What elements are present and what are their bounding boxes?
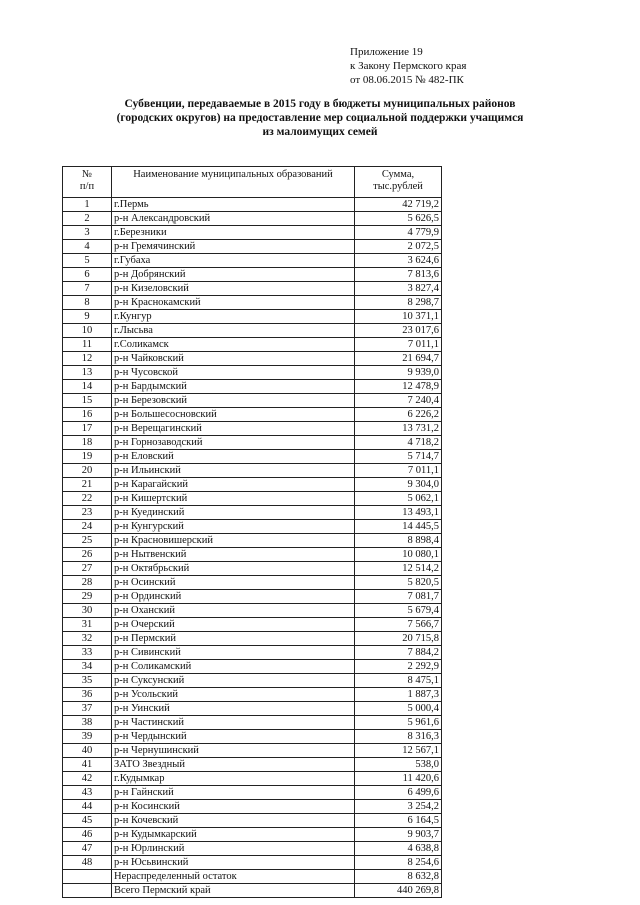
row-num: 23 [63, 506, 112, 520]
row-sum: 20 715,8 [355, 632, 442, 646]
row-num: 34 [63, 660, 112, 674]
row-sum: 3 624,6 [355, 254, 442, 268]
row-num: 22 [63, 492, 112, 506]
document-title [70, 97, 570, 139]
row-sum: 13 493,1 [355, 506, 442, 520]
table-row [63, 492, 442, 506]
row-name: р-н Краснокамский [112, 296, 355, 310]
row-num: 9 [63, 310, 112, 324]
table-row [63, 716, 442, 730]
row-sum: 8 316,3 [355, 730, 442, 744]
row-num: 18 [63, 436, 112, 450]
row-num: 7 [63, 282, 112, 296]
row-sum: 7 011,1 [355, 338, 442, 352]
row-sum: 7 884,2 [355, 646, 442, 660]
row-num: 21 [63, 478, 112, 492]
row-sum: 10 080,1 [355, 548, 442, 562]
row-name: р-н Куединский [112, 506, 355, 520]
appendix-line-2: к Закону Пермского края [350, 60, 467, 72]
table-row [63, 758, 442, 772]
row-name: р-н Чернушинский [112, 744, 355, 758]
row-num: 24 [63, 520, 112, 534]
row-sum: 21 694,7 [355, 352, 442, 366]
row-name: г.Губаха [112, 254, 355, 268]
row-name: р-н Чайковский [112, 352, 355, 366]
row-name: р-н Еловский [112, 450, 355, 464]
row-name: р-н Октябрьский [112, 562, 355, 576]
row-sum: 11 420,6 [355, 772, 442, 786]
row-sum: 2 072,5 [355, 240, 442, 254]
title-line-1: Субвенции, передаваемые в 2015 году в бюджеты муниципальных районов [124, 98, 516, 110]
row-num: 36 [63, 688, 112, 702]
table-row [63, 436, 442, 450]
row-name: р-н Чусовской [112, 366, 355, 380]
table-row [63, 618, 442, 632]
row-num: 1 [63, 198, 112, 212]
header-sum-line-2: тыс.рублей [373, 181, 423, 192]
row-sum: 5 626,5 [355, 212, 442, 226]
row-name: р-н Гремячинский [112, 240, 355, 254]
row-num: 31 [63, 618, 112, 632]
row-name: р-н Кишертский [112, 492, 355, 506]
row-sum: 4 718,2 [355, 436, 442, 450]
header-sum [355, 167, 442, 198]
row-num: 38 [63, 716, 112, 730]
table-row [63, 744, 442, 758]
table-row [63, 268, 442, 282]
table-row [63, 828, 442, 842]
row-name: р-н Ильинский [112, 464, 355, 478]
row-num: 14 [63, 380, 112, 394]
title-line-3: из малоимущих семей [262, 126, 378, 138]
table-row [63, 534, 442, 548]
row-num: 13 [63, 366, 112, 380]
row-name: ЗАТО Звездный [112, 758, 355, 772]
row-sum: 5 000,4 [355, 702, 442, 716]
summary-name: Всего Пермский край [112, 884, 355, 898]
row-name: р-н Кочевский [112, 814, 355, 828]
row-num: 48 [63, 856, 112, 870]
row-name: г.Соликамск [112, 338, 355, 352]
table-row [63, 646, 442, 660]
table-row [63, 590, 442, 604]
row-num: 15 [63, 394, 112, 408]
row-name: р-н Пермский [112, 632, 355, 646]
row-num: 43 [63, 786, 112, 800]
table-row [63, 814, 442, 828]
row-sum: 8 254,6 [355, 856, 442, 870]
row-num: 3 [63, 226, 112, 240]
row-name: р-н Большесосновский [112, 408, 355, 422]
row-name: г.Лысьва [112, 324, 355, 338]
table-row [63, 352, 442, 366]
table-row [63, 450, 442, 464]
row-sum: 7 081,7 [355, 590, 442, 604]
row-sum: 3 827,4 [355, 282, 442, 296]
row-sum: 7 813,6 [355, 268, 442, 282]
table-row [63, 576, 442, 590]
row-sum: 4 638,8 [355, 842, 442, 856]
row-name: г.Березники [112, 226, 355, 240]
summary-num [63, 870, 112, 884]
row-sum: 8 898,4 [355, 534, 442, 548]
row-name: р-н Ординский [112, 590, 355, 604]
row-num: 40 [63, 744, 112, 758]
row-sum: 2 292,9 [355, 660, 442, 674]
row-name: р-н Косинский [112, 800, 355, 814]
row-num: 47 [63, 842, 112, 856]
table-row [63, 702, 442, 716]
table-row [63, 506, 442, 520]
header-sum-line-1: Сумма, [381, 169, 415, 180]
row-num: 41 [63, 758, 112, 772]
row-sum: 42 719,2 [355, 198, 442, 212]
row-num: 20 [63, 464, 112, 478]
row-name: р-н Осинский [112, 576, 355, 590]
table-row [63, 562, 442, 576]
table-row [63, 786, 442, 800]
table-row [63, 310, 442, 324]
row-sum: 5 679,4 [355, 604, 442, 618]
row-num: 33 [63, 646, 112, 660]
row-num: 5 [63, 254, 112, 268]
row-sum: 5 961,6 [355, 716, 442, 730]
table-row [63, 254, 442, 268]
appendix-line-3: от 08.06.2015 № 482-ПК [350, 74, 464, 86]
row-num: 27 [63, 562, 112, 576]
row-name: р-н Горнозаводский [112, 436, 355, 450]
row-name: р-н Соликамский [112, 660, 355, 674]
table-row [63, 324, 442, 338]
row-num: 42 [63, 772, 112, 786]
row-sum: 7 240,4 [355, 394, 442, 408]
row-name: р-н Кудымкарский [112, 828, 355, 842]
row-name: р-н Сивинский [112, 646, 355, 660]
row-sum: 9 903,7 [355, 828, 442, 842]
table-header-row [63, 167, 442, 198]
row-name: р-н Чердынский [112, 730, 355, 744]
row-num: 16 [63, 408, 112, 422]
row-sum: 6 226,2 [355, 408, 442, 422]
row-num: 46 [63, 828, 112, 842]
table-row [63, 632, 442, 646]
table-row [63, 856, 442, 870]
row-sum: 3 254,2 [355, 800, 442, 814]
table-row [63, 408, 442, 422]
row-sum: 5 714,7 [355, 450, 442, 464]
appendix-block [350, 45, 466, 87]
row-name: р-н Березовский [112, 394, 355, 408]
table-row [63, 730, 442, 744]
table-row [63, 464, 442, 478]
row-sum: 9 304,0 [355, 478, 442, 492]
row-num: 26 [63, 548, 112, 562]
row-sum: 14 445,5 [355, 520, 442, 534]
row-name: г.Кудымкар [112, 772, 355, 786]
table-row [63, 380, 442, 394]
table-row [63, 842, 442, 856]
row-sum: 7 011,1 [355, 464, 442, 478]
table-row [63, 296, 442, 310]
table-row [63, 422, 442, 436]
row-sum: 12 478,9 [355, 380, 442, 394]
summary-name: Нераспределенный остаток [112, 870, 355, 884]
row-sum: 8 475,1 [355, 674, 442, 688]
table-row [63, 674, 442, 688]
row-num: 35 [63, 674, 112, 688]
row-name: р-н Бардымский [112, 380, 355, 394]
row-num: 2 [63, 212, 112, 226]
summary-sum: 440 269,8 [355, 884, 442, 898]
row-sum: 23 017,6 [355, 324, 442, 338]
row-num: 6 [63, 268, 112, 282]
row-name: р-н Частинский [112, 716, 355, 730]
table-row [63, 366, 442, 380]
row-num: 37 [63, 702, 112, 716]
header-num-line-1: № [81, 169, 93, 180]
row-sum: 7 566,7 [355, 618, 442, 632]
row-name: р-н Нытвенский [112, 548, 355, 562]
row-name: р-н Добрянский [112, 268, 355, 282]
table-row [63, 800, 442, 814]
row-name: р-н Усольский [112, 688, 355, 702]
row-sum: 1 887,3 [355, 688, 442, 702]
header-name: Наименование муниципальных образований [112, 167, 355, 198]
table-row [63, 240, 442, 254]
row-name: р-н Кунгурский [112, 520, 355, 534]
title-line-2: (городских округов) на предоставление мер социальной поддержки учащимся [116, 112, 524, 124]
row-sum: 10 371,1 [355, 310, 442, 324]
row-sum: 538,0 [355, 758, 442, 772]
row-num: 17 [63, 422, 112, 436]
summary-row [63, 884, 442, 898]
row-num: 19 [63, 450, 112, 464]
row-name: р-н Оханский [112, 604, 355, 618]
row-name: р-н Юрлинский [112, 842, 355, 856]
table-row [63, 282, 442, 296]
row-sum: 8 298,7 [355, 296, 442, 310]
row-name: р-н Красновишерский [112, 534, 355, 548]
row-name: р-н Уинский [112, 702, 355, 716]
row-sum: 6 164,5 [355, 814, 442, 828]
table-row [63, 212, 442, 226]
row-sum: 9 939,0 [355, 366, 442, 380]
row-sum: 12 514,2 [355, 562, 442, 576]
row-num: 25 [63, 534, 112, 548]
row-num: 29 [63, 590, 112, 604]
table-row [63, 772, 442, 786]
row-num: 28 [63, 576, 112, 590]
row-sum: 4 779,9 [355, 226, 442, 240]
row-num: 10 [63, 324, 112, 338]
row-num: 44 [63, 800, 112, 814]
row-sum: 6 499,6 [355, 786, 442, 800]
summary-sum: 8 632,8 [355, 870, 442, 884]
row-num: 11 [63, 338, 112, 352]
row-name: г.Пермь [112, 198, 355, 212]
header-num-line-2: п/п [79, 181, 95, 192]
row-sum: 5 062,1 [355, 492, 442, 506]
row-num: 30 [63, 604, 112, 618]
table-row [63, 520, 442, 534]
summary-num [63, 884, 112, 898]
header-num [63, 167, 112, 198]
row-num: 12 [63, 352, 112, 366]
row-sum: 13 731,2 [355, 422, 442, 436]
row-num: 8 [63, 296, 112, 310]
table-row [63, 688, 442, 702]
table-row [63, 226, 442, 240]
row-sum: 5 820,5 [355, 576, 442, 590]
table-row [63, 478, 442, 492]
row-name: р-н Очерский [112, 618, 355, 632]
row-name: р-н Верещагинский [112, 422, 355, 436]
table-row [63, 198, 442, 212]
row-num: 39 [63, 730, 112, 744]
summary-row [63, 870, 442, 884]
row-name: р-н Карагайский [112, 478, 355, 492]
table-row [63, 338, 442, 352]
table-body [63, 198, 442, 898]
row-name: р-н Александровский [112, 212, 355, 226]
appendix-line-1: Приложение 19 [350, 46, 423, 58]
row-name: р-н Юсьвинский [112, 856, 355, 870]
row-num: 45 [63, 814, 112, 828]
table-row [63, 604, 442, 618]
row-name: р-н Суксунский [112, 674, 355, 688]
subsidy-table [62, 166, 442, 898]
table-row [63, 548, 442, 562]
table-row [63, 394, 442, 408]
table-row [63, 660, 442, 674]
row-num: 4 [63, 240, 112, 254]
row-name: г.Кунгур [112, 310, 355, 324]
row-sum: 12 567,1 [355, 744, 442, 758]
row-name: р-н Гайнский [112, 786, 355, 800]
row-name: р-н Кизеловский [112, 282, 355, 296]
row-num: 32 [63, 632, 112, 646]
